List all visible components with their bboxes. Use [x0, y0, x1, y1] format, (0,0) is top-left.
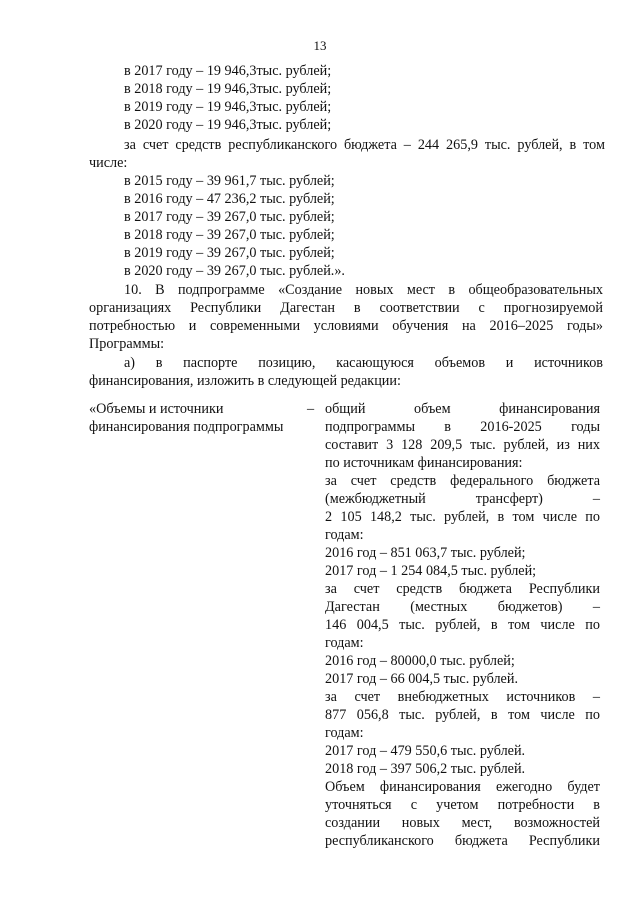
text-line: (межбюджетный трансферт) – — [325, 491, 600, 507]
text-line: по источникам финансирования: — [325, 455, 523, 471]
text-line: 2018 год – 397 506,2 тыс. рублей. — [325, 761, 526, 777]
text-line: 2016 год – 851 063,7 тыс. рублей; — [325, 545, 526, 561]
text-line: подпрограммы в 2016-2025 годы — [325, 419, 600, 435]
text-line: создании новых мест, возможностей — [325, 815, 600, 831]
text-line: уточняться с учетом потребности в — [325, 797, 600, 813]
text-line: за счет внебюджетных источников – — [325, 689, 600, 705]
text-line: в 2016 году – 47 236,2 тыс. рублей; — [124, 191, 335, 207]
text-line: 2017 год – 1 254 084,5 тыс. рублей; — [325, 563, 537, 579]
text-line: за счет средств бюджета Республики — [325, 581, 600, 597]
text-line: годам: — [325, 527, 364, 543]
text-line: годам: — [325, 725, 364, 741]
text-line: 2017 год – 66 004,5 тыс. рублей. — [325, 671, 518, 687]
text-line: Объем финансирования ежегодно будет — [325, 779, 600, 795]
text-line: 2016 год – 80000,0 тыс. рублей; — [325, 653, 515, 669]
text-line: в 2017 году – 39 267,0 тыс. рублей; — [124, 209, 335, 225]
text-line: в 2018 году – 39 267,0 тыс. рублей; — [124, 227, 335, 243]
text-line: числе: — [89, 155, 128, 171]
text-line: потребностью и современными условиями обучения на 2016–2025 годы» — [89, 318, 603, 334]
text-line: «Объемы и источники — [89, 401, 224, 417]
text-line: в 2017 году – 19 946,3тыс. рублей; — [124, 63, 332, 79]
text-line: 2017 год – 479 550,6 тыс. рублей. — [325, 743, 526, 759]
text-line: за счет средств федерального бюджета — [325, 473, 600, 489]
text-line: составит 3 128 209,5 тыс. рублей, из них — [325, 437, 600, 453]
text-line: годам: — [325, 635, 364, 651]
page-number: 13 — [313, 38, 327, 53]
text-line: за счет средств республиканского бюджета – 244 265,9 тыс. рублей, в том — [124, 137, 605, 153]
text-line: организациях Республики Дагестан в соответствии с прогнозируемой — [89, 300, 603, 316]
text-line: республиканского бюджета Республики — [325, 833, 600, 849]
text-line: общий объем финансирования — [325, 401, 600, 417]
text-line: в 2020 году – 19 946,3тыс. рублей; — [124, 117, 332, 133]
text-line: в 2019 году – 19 946,3тыс. рублей; — [124, 99, 332, 115]
text-line: 10. В подпрограмме «Создание новых мест в общеобразовательных — [124, 282, 603, 298]
text-line: Дагестан (местных бюджетов) – — [325, 599, 600, 615]
text-line: финансирования подпрограммы — [89, 419, 284, 435]
separator-dash: – — [307, 401, 315, 417]
text-line: Программы: — [89, 336, 165, 352]
passport-position-label — [89, 400, 299, 436]
text-line: финансирования, изложить в следующей редакции: — [89, 373, 401, 389]
text-line: в 2020 году – 39 267,0 тыс. рублей.». — [124, 263, 345, 279]
text-line: 146 004,5 тыс. рублей, в том числе по — [325, 617, 600, 633]
text-line: 2 105 148,2 тыс. рублей, в том числе по — [325, 509, 600, 525]
text-line: а) в паспорте позицию, касающуюся объемов и источников — [124, 355, 603, 371]
text-line: в 2015 году – 39 961,7 тыс. рублей; — [124, 173, 335, 189]
text-line: в 2018 году – 19 946,3тыс. рублей; — [124, 81, 332, 97]
text-line: 877 056,8 тыс. рублей, в том числе по — [325, 707, 600, 723]
text-line: в 2019 году – 39 267,0 тыс. рублей; — [124, 245, 335, 261]
